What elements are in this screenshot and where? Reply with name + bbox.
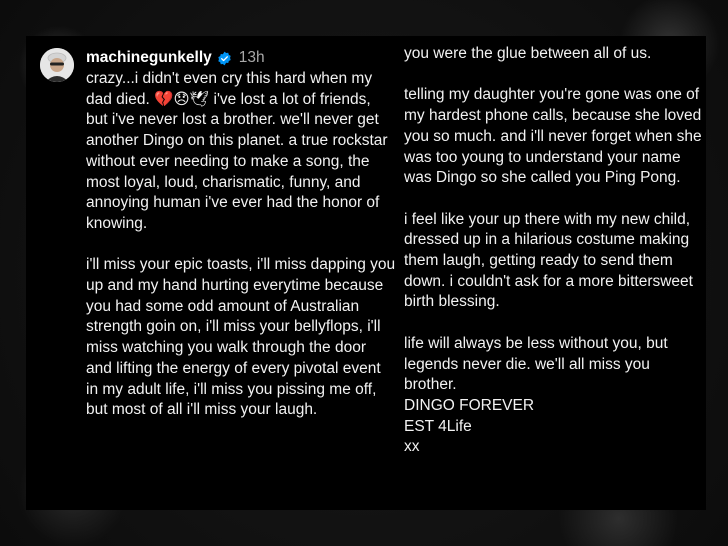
username-link[interactable]: machinegunkelly [86,48,212,66]
post-timestamp: 13h [238,48,265,66]
caption-paragraph: telling my daughter you're gone was one of my hardest phone calls, because she loved you so much. and i'll never forget when she was too young to understand your name was Dingo so she called you Ping Pong. [404,86,702,187]
caption-paragraph: crazy...i didn't even cry this hard when my dad died. 💔😞🕊 i've lost a lot of friends, but i've never lost a brother. we'll never get another Dingo on this planet. a true rockstar without ever needing to make a song, the most loyal, loud, charismatic, funny, and annoying human i've ever had the honor of knowing. [86,70,388,232]
paragraph-gap [404,189,704,210]
paragraph-gap [404,65,704,86]
post-header [86,48,396,68]
caption-panel [26,36,706,510]
caption-paragraph: i feel like your up there with my new child, dressed up in a hilarious costume making them laugh, getting ready to send them down. i couldn't ask for a more bittersweet birth blessing. [404,210,693,311]
caption-column-right [404,44,704,458]
avatar[interactable] [40,48,74,82]
caption-paragraph: i'll miss your epic toasts, i'll miss dapping you up and my hand hurting everytime because you had some odd amount of Australian strength goin on, i'll miss your bellyflops, i'll miss watching you walk through the door and lifting the energy of every pivotal event in my adult life, i'll miss you pissing me off, but most of all i'll miss your laugh. [86,256,396,419]
profile-photo-icon [40,48,74,82]
caption-paragraph: life will always be less without you, but legends never die. we'll all miss you brother. DINGO FOREVER EST 4Life xx [404,334,668,456]
paragraph-gap [404,313,704,334]
paragraph-gap [86,235,396,256]
caption-paragraph: you were the glue between all of us. [404,45,652,62]
verified-badge-icon [217,51,232,66]
caption-column-left [86,48,396,421]
